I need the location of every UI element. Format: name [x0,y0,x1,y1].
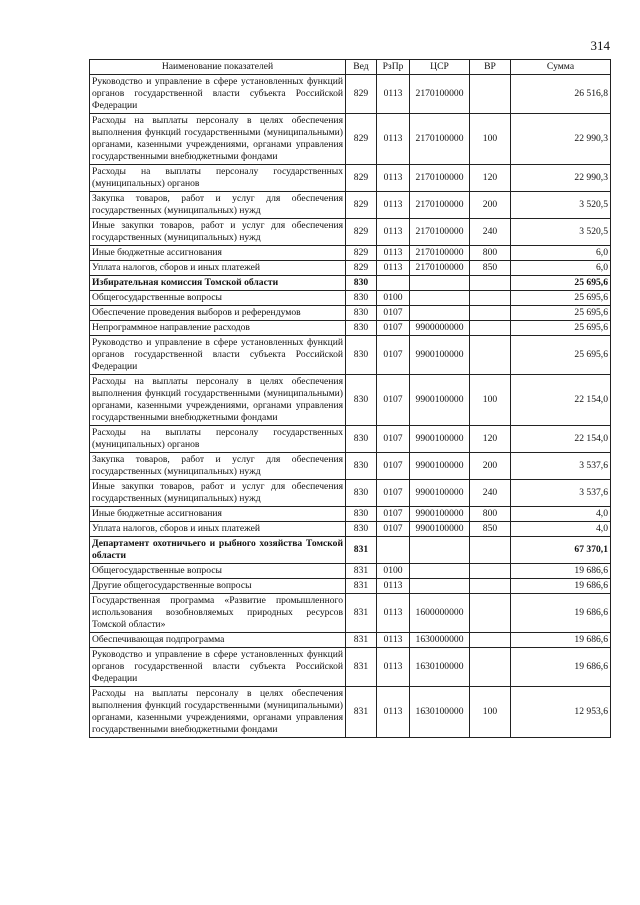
header-csr: ЦСР [410,60,470,75]
cell-name: Иные бюджетные ассигнования [90,246,346,261]
cell-ved: 830 [346,522,377,537]
cell-ved: 831 [346,564,377,579]
cell-name: Обеспечение проведения выборов и референдумов [90,306,346,321]
table-row [90,336,611,375]
cell-ved: 831 [346,537,377,564]
cell-ved: 830 [346,321,377,336]
cell-vr: 100 [470,114,511,165]
cell-ved: 830 [346,306,377,321]
cell-vr: 800 [470,507,511,522]
cell-vr: 120 [470,165,511,192]
table-row [90,306,611,321]
cell-sum: 22 154,0 [511,375,611,426]
cell-ved: 831 [346,648,377,687]
cell-rzpr: 0113 [377,114,410,165]
cell-ved: 831 [346,579,377,594]
cell-csr: 2170100000 [410,192,470,219]
table-row [90,321,611,336]
cell-sum: 6,0 [511,261,611,276]
cell-vr [470,75,511,114]
header-sum: Сумма [511,60,611,75]
cell-csr [410,579,470,594]
cell-sum: 4,0 [511,507,611,522]
cell-ved: 830 [346,336,377,375]
cell-csr: 1630000000 [410,633,470,648]
cell-csr: 9900100000 [410,480,470,507]
cell-name: Другие общегосударственные вопросы [90,579,346,594]
cell-csr: 1630100000 [410,687,470,738]
cell-vr [470,321,511,336]
cell-name: Иные бюджетные ассигнования [90,507,346,522]
cell-ved: 830 [346,426,377,453]
cell-rzpr: 0107 [377,375,410,426]
cell-sum: 22 990,3 [511,165,611,192]
cell-vr [470,564,511,579]
cell-name: Расходы на выплаты персоналу в целях обеспечения выполнения функций государственными (муниципальными) органами, казенными учреждениями, органами управления государственными внебюджетными фондами [90,687,346,738]
cell-ved: 829 [346,261,377,276]
cell-rzpr: 0107 [377,507,410,522]
cell-sum: 12 953,6 [511,687,611,738]
cell-rzpr: 0113 [377,633,410,648]
cell-csr: 1600000000 [410,594,470,633]
cell-name: Уплата налогов, сборов и иных платежей [90,261,346,276]
cell-rzpr: 0107 [377,453,410,480]
page-number: 314 [590,38,610,53]
cell-rzpr: 0113 [377,687,410,738]
cell-ved: 831 [346,687,377,738]
cell-name: Расходы на выплаты персоналу в целях обеспечения выполнения функций государственными (муниципальными) органами, казенными учреждениями, органами управления государственными внебюджетными фондами [90,114,346,165]
cell-rzpr: 0113 [377,75,410,114]
cell-sum: 25 695,6 [511,291,611,306]
cell-ved: 829 [346,165,377,192]
cell-sum: 26 516,8 [511,75,611,114]
cell-vr [470,633,511,648]
cell-name: Государственная программа «Развитие промышленного использования возобновляемых природных ресурсов Томской области» [90,594,346,633]
cell-name: Руководство и управление в сфере установленных функций органов государственной власти субъекта Российской Федерации [90,336,346,375]
cell-sum: 3 537,6 [511,453,611,480]
cell-name: Избирательная комиссия Томской области [90,276,346,291]
cell-name: Непрограммное направление расходов [90,321,346,336]
cell-vr [470,579,511,594]
cell-csr: 9900100000 [410,426,470,453]
cell-csr: 2170100000 [410,219,470,246]
cell-vr: 100 [470,687,511,738]
cell-sum: 19 686,6 [511,579,611,594]
cell-csr [410,537,470,564]
cell-rzpr: 0113 [377,261,410,276]
budget-table [89,59,611,738]
cell-ved: 829 [346,114,377,165]
table-row [90,648,611,687]
cell-ved: 830 [346,453,377,480]
cell-sum: 19 686,6 [511,648,611,687]
cell-rzpr: 0113 [377,192,410,219]
cell-rzpr: 0107 [377,306,410,321]
cell-rzpr: 0113 [377,219,410,246]
cell-vr [470,291,511,306]
cell-csr: 2170100000 [410,114,470,165]
cell-name: Уплата налогов, сборов и иных платежей [90,522,346,537]
cell-name: Департамент охотничьего и рыбного хозяйства Томской области [90,537,346,564]
cell-sum: 3 520,5 [511,219,611,246]
cell-sum: 4,0 [511,522,611,537]
table-row [90,246,611,261]
cell-ved: 830 [346,375,377,426]
table-row [90,261,611,276]
cell-vr [470,306,511,321]
table-row [90,192,611,219]
table-row [90,480,611,507]
cell-sum: 19 686,6 [511,633,611,648]
cell-rzpr [377,276,410,291]
cell-vr: 850 [470,522,511,537]
cell-rzpr [377,537,410,564]
table-row [90,537,611,564]
cell-rzpr: 0107 [377,426,410,453]
cell-rzpr: 0107 [377,321,410,336]
cell-sum: 19 686,6 [511,594,611,633]
cell-name: Расходы на выплаты персоналу государственных (муниципальных) органов [90,426,346,453]
cell-name: Закупка товаров, работ и услуг для обеспечения государственных (муниципальных) нужд [90,192,346,219]
cell-ved: 829 [346,75,377,114]
cell-vr: 120 [470,426,511,453]
cell-ved: 829 [346,192,377,219]
cell-vr [470,537,511,564]
cell-rzpr: 0113 [377,579,410,594]
cell-vr: 200 [470,192,511,219]
cell-csr: 2170100000 [410,261,470,276]
cell-sum: 25 695,6 [511,336,611,375]
cell-sum: 22 990,3 [511,114,611,165]
cell-sum: 25 695,6 [511,276,611,291]
cell-sum: 22 154,0 [511,426,611,453]
cell-ved: 831 [346,633,377,648]
table-row [90,375,611,426]
cell-name: Руководство и управление в сфере установленных функций органов государственной власти субъекта Российской Федерации [90,75,346,114]
cell-csr: 9900100000 [410,507,470,522]
cell-rzpr: 0107 [377,522,410,537]
cell-csr [410,291,470,306]
cell-vr: 100 [470,375,511,426]
cell-name: Закупка товаров, работ и услуг для обеспечения государственных (муниципальных) нужд [90,453,346,480]
table-row [90,165,611,192]
cell-name: Иные закупки товаров, работ и услуг для обеспечения государственных (муниципальных) нужд [90,480,346,507]
cell-sum: 3 520,5 [511,192,611,219]
cell-csr [410,564,470,579]
table-row [90,633,611,648]
cell-vr [470,648,511,687]
cell-vr [470,594,511,633]
cell-ved: 830 [346,276,377,291]
cell-csr: 9900100000 [410,522,470,537]
table-row [90,687,611,738]
header-rzpr: РзПр [377,60,410,75]
cell-ved: 830 [346,291,377,306]
table-row [90,75,611,114]
header-name: Наименование показателей [90,60,346,75]
table-row [90,564,611,579]
cell-sum: 67 370,1 [511,537,611,564]
cell-csr: 1630100000 [410,648,470,687]
cell-ved: 829 [346,246,377,261]
table-row [90,114,611,165]
cell-name: Общегосударственные вопросы [90,291,346,306]
cell-name: Руководство и управление в сфере установленных функций органов государственной власти субъекта Российской Федерации [90,648,346,687]
header-ved: Вед [346,60,377,75]
cell-vr [470,336,511,375]
cell-csr: 9900100000 [410,453,470,480]
cell-sum: 25 695,6 [511,306,611,321]
cell-vr: 200 [470,453,511,480]
cell-rzpr: 0113 [377,165,410,192]
cell-name: Расходы на выплаты персоналу в целях обеспечения выполнения функций государственными (муниципальными) органами, казенными учреждениями, органами управления государственными внебюджетными фондами [90,375,346,426]
table-row [90,594,611,633]
cell-name: Общегосударственные вопросы [90,564,346,579]
cell-csr: 9900000000 [410,321,470,336]
cell-csr [410,276,470,291]
cell-sum: 25 695,6 [511,321,611,336]
cell-vr [470,276,511,291]
table-row [90,291,611,306]
cell-vr: 240 [470,219,511,246]
table-row [90,219,611,246]
table-row [90,522,611,537]
cell-vr: 800 [470,246,511,261]
cell-name: Обеспечивающая подпрограмма [90,633,346,648]
table-row [90,426,611,453]
table-body [90,75,611,738]
cell-rzpr: 0113 [377,246,410,261]
cell-csr: 2170100000 [410,75,470,114]
table-row [90,579,611,594]
cell-csr: 2170100000 [410,246,470,261]
cell-rzpr: 0107 [377,480,410,507]
table-row [90,276,611,291]
cell-rzpr: 0113 [377,594,410,633]
cell-vr: 240 [470,480,511,507]
cell-csr: 2170100000 [410,165,470,192]
cell-ved: 829 [346,219,377,246]
cell-rzpr: 0100 [377,564,410,579]
table-row [90,507,611,522]
cell-rzpr: 0113 [377,648,410,687]
cell-ved: 831 [346,594,377,633]
cell-sum: 19 686,6 [511,564,611,579]
cell-name: Иные закупки товаров, работ и услуг для обеспечения государственных (муниципальных) нужд [90,219,346,246]
table-header-row [90,60,611,75]
cell-ved: 830 [346,507,377,522]
cell-name: Расходы на выплаты персоналу государственных (муниципальных) органов [90,165,346,192]
cell-rzpr: 0107 [377,336,410,375]
cell-rzpr: 0100 [377,291,410,306]
cell-sum: 3 537,6 [511,480,611,507]
table-row [90,453,611,480]
cell-csr: 9900100000 [410,336,470,375]
cell-csr [410,306,470,321]
header-vr: ВР [470,60,511,75]
cell-sum: 6,0 [511,246,611,261]
cell-ved: 830 [346,480,377,507]
cell-csr: 9900100000 [410,375,470,426]
cell-vr: 850 [470,261,511,276]
